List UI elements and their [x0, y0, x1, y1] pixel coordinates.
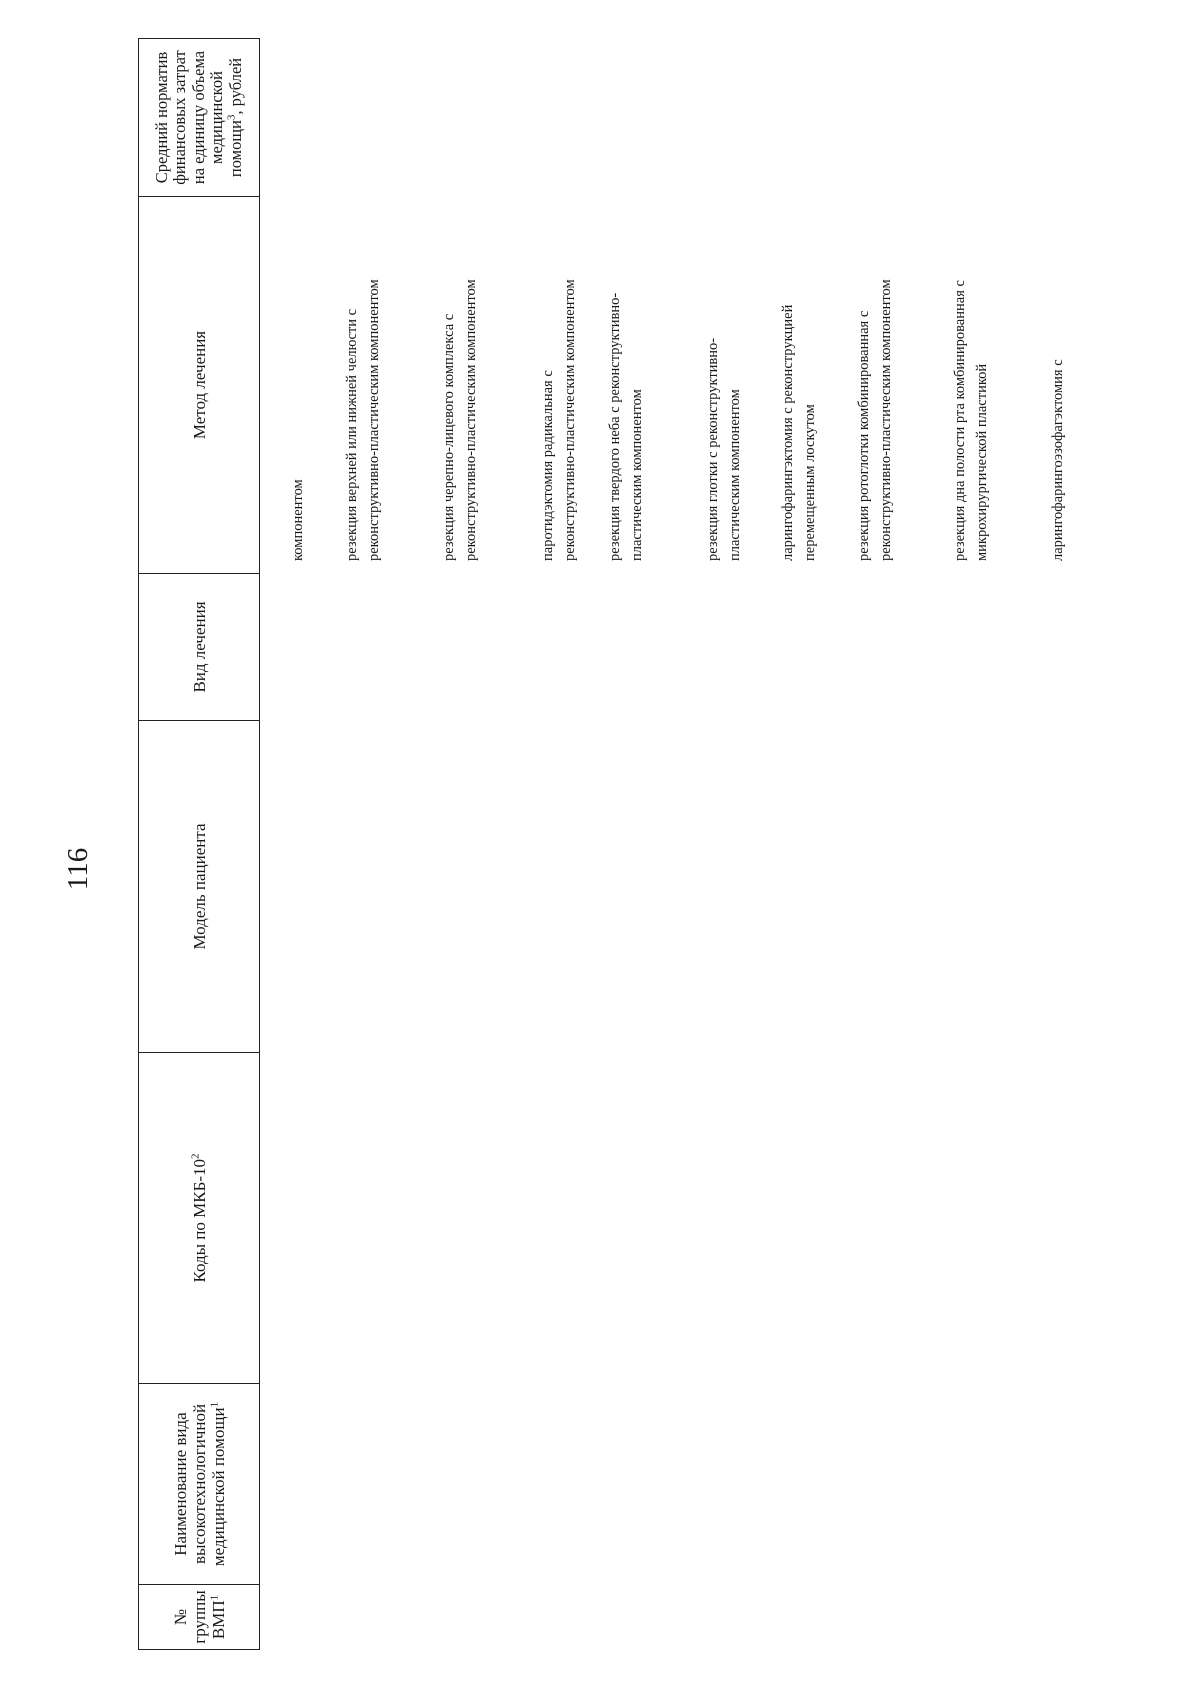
method-entry: резекция черепно-лицевого комплекса с реконструктивно-пластическим компонентом — [441, 279, 479, 561]
header-text: Метод лечения — [189, 330, 209, 440]
header-text: Вид лечения — [189, 601, 209, 693]
method-entry: компонентом — [290, 479, 306, 561]
method-entry: паротидэктомия радикальная с реконструктивно-пластическим компонентом — [540, 279, 578, 561]
method-entry: ларингофарингоэзофагэктомия с — [1050, 359, 1066, 561]
header-treatment-type — [139, 574, 259, 721]
header-group-number — [139, 1585, 259, 1649]
method-entry: ларингофарингэктомия с реконструкцией перемещенным лоскутом — [780, 304, 818, 561]
header-cost-norm — [139, 39, 259, 197]
treatment-method-column — [281, 41, 1081, 561]
table-header — [138, 38, 260, 1650]
header-text: Наименование вида высокотехнологичной медицинской помощи — [170, 1403, 228, 1567]
header-text: № группы ВМП — [170, 1590, 228, 1644]
footnote-marker: 1 — [207, 1594, 220, 1601]
footnote-marker: 1 — [207, 1401, 220, 1408]
header-treatment-method — [139, 197, 259, 574]
footnote-marker: 3 — [225, 114, 238, 121]
header-text: Средний норматив финансовых затрат на единицу объема медицинской помощи — [151, 50, 245, 185]
header-text: Модель пациента — [189, 823, 209, 950]
method-entry: резекция твердого неба с реконструктивно-пластическим компонентом — [607, 292, 645, 561]
method-entry: резекция дна полости рта комбинированная с микрохирургической пластикой — [952, 280, 990, 561]
header-suffix: , рублей — [225, 57, 245, 115]
header-text: Коды по МКБ-10 — [189, 1158, 209, 1283]
method-entry: резекция ротоглотки комбинированная с реконструктивно-пластическим компонентом — [856, 279, 894, 561]
header-icd-codes — [139, 1053, 259, 1384]
method-entry: резекция верхней или нижней челюсти с реконструктивно-пластическим компонентом — [344, 279, 382, 561]
header-patient-model — [139, 721, 259, 1053]
footnote-marker: 2 — [188, 1153, 201, 1159]
method-entry: резекция глотки с реконструктивно-пластическим компонентом — [705, 337, 743, 561]
header-care-type-name — [139, 1384, 259, 1585]
page-number: 116 — [62, 847, 94, 891]
